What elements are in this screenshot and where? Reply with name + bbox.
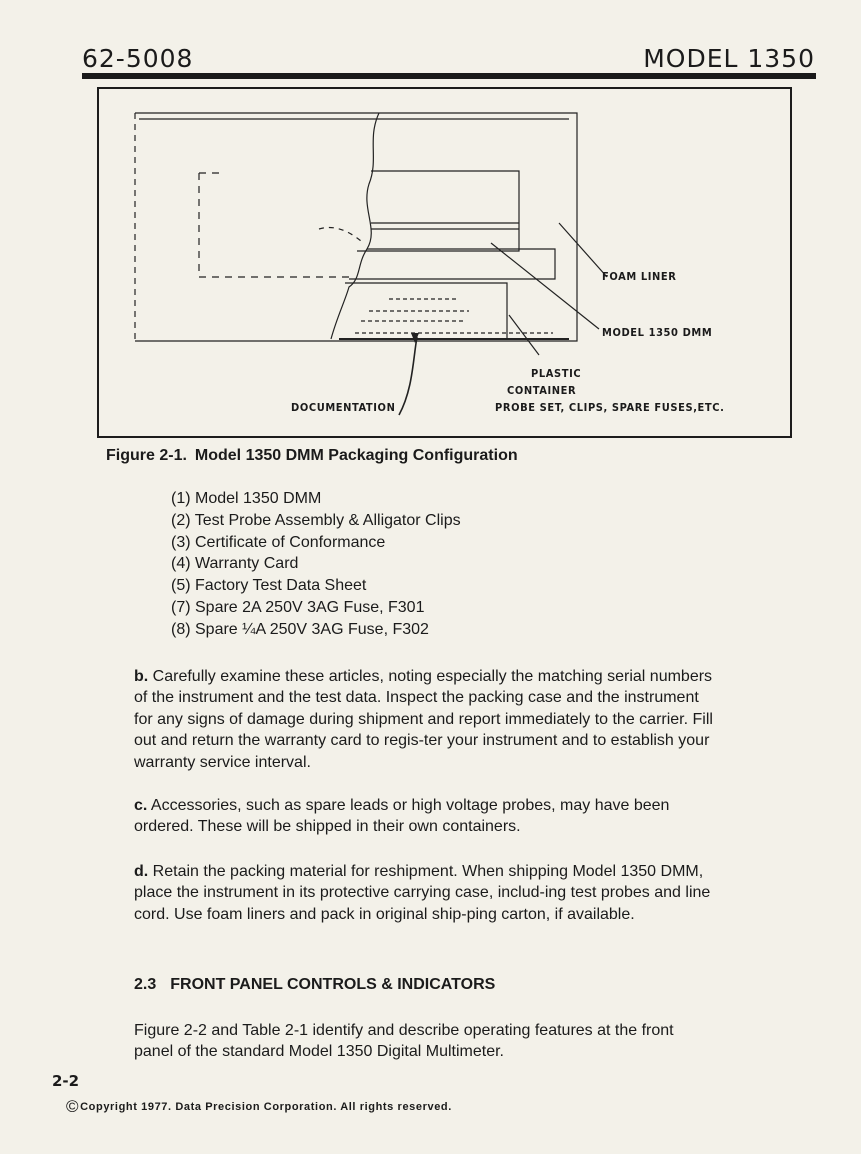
foam-liner-shape <box>349 249 555 279</box>
list-item: (3) Certificate of Conformance <box>171 533 386 551</box>
paragraph-c <box>134 795 714 838</box>
packing-list <box>171 488 461 641</box>
figure-number: Figure 2-1. <box>106 447 187 464</box>
figure-2-1-diagram <box>97 87 792 438</box>
copyright-text: Copyright 1977. Data Precision Corporation. All rights reserved. <box>80 1101 452 1113</box>
list-item: (8) Spare ¼A 250V 3AG Fuse, F302 <box>171 620 429 638</box>
model-1350-dmm-shape <box>357 171 519 251</box>
callout-probe-set: PROBE SET, CLIPS, SPARE FUSES,ETC. <box>495 401 725 414</box>
callout-documentation: DOCUMENTATION <box>291 401 396 414</box>
packaging-drawing <box>99 89 790 436</box>
paragraph-b <box>134 666 714 773</box>
page-number: 2-2 <box>52 1072 80 1090</box>
section-number: 2.3 <box>134 976 157 993</box>
header-rule <box>82 73 816 79</box>
paragraph-d <box>134 861 714 925</box>
paragraph-b-text: Carefully examine these articles, noting especially the matching serial numbers of the instrument and the test data. Inspect the packing case and the instrument for any signs of damage during shipment and report immediately to the carrier. Fill out and return the warranty card to regis-ter your instrument and to establish your warranty service interval. <box>134 668 713 771</box>
hidden-contents-outline <box>199 173 349 277</box>
list-item: (4) Warranty Card <box>171 555 299 573</box>
copyright-notice <box>66 1097 452 1117</box>
callout-foam-liner: FOAM LINER <box>602 270 677 283</box>
figure-title: Model 1350 DMM Packaging Configuration <box>194 447 518 464</box>
model-title: MODEL 1350 <box>643 44 815 73</box>
cutaway-line <box>331 113 379 339</box>
section-paragraph: Figure 2-2 and Table 2-1 identify and describe operating features at the front panel of the standard Model 1350 Digital Multimeter. <box>134 1022 674 1061</box>
paragraph-b-label: b. <box>134 668 149 685</box>
paragraph-d-text: Retain the packing material for reshipment. When shipping Model 1350 DMM, place the instrument in its protective carrying case, includ-ing test probes and line cord. Use foam liners and pack in original ship-ping carton, if available. <box>134 863 711 923</box>
list-item: (2) Test Probe Assembly & Alligator Clips <box>171 511 461 529</box>
list-item: (1) Model 1350 DMM <box>171 490 322 507</box>
paragraph-c-label: c. <box>134 797 148 814</box>
container-leader <box>509 315 539 355</box>
document-number: 62-5008 <box>82 44 194 73</box>
carton-outline <box>135 113 577 341</box>
paragraph-d-label: d. <box>134 863 149 880</box>
figure-caption <box>106 447 518 465</box>
copyright-symbol: © <box>66 1097 80 1116</box>
paragraph-c-text: Accessories, such as spare leads or high voltage probes, may have been ordered. These will be shipped in their own containers. <box>134 797 670 836</box>
section-title: FRONT PANEL CONTROLS & INDICATORS <box>170 976 496 993</box>
documentation-leader <box>399 337 417 415</box>
list-item: (5) Factory Test Data Sheet <box>171 577 367 595</box>
callout-container: CONTAINER <box>507 384 577 397</box>
foam-liner-leader <box>559 223 607 277</box>
section-heading <box>134 976 495 994</box>
callout-plastic: PLASTIC <box>531 367 582 380</box>
callout-model-1350-dmm: MODEL 1350 DMM <box>602 326 713 339</box>
list-item: (7) Spare 2A 250V 3AG Fuse, F301 <box>171 598 425 616</box>
